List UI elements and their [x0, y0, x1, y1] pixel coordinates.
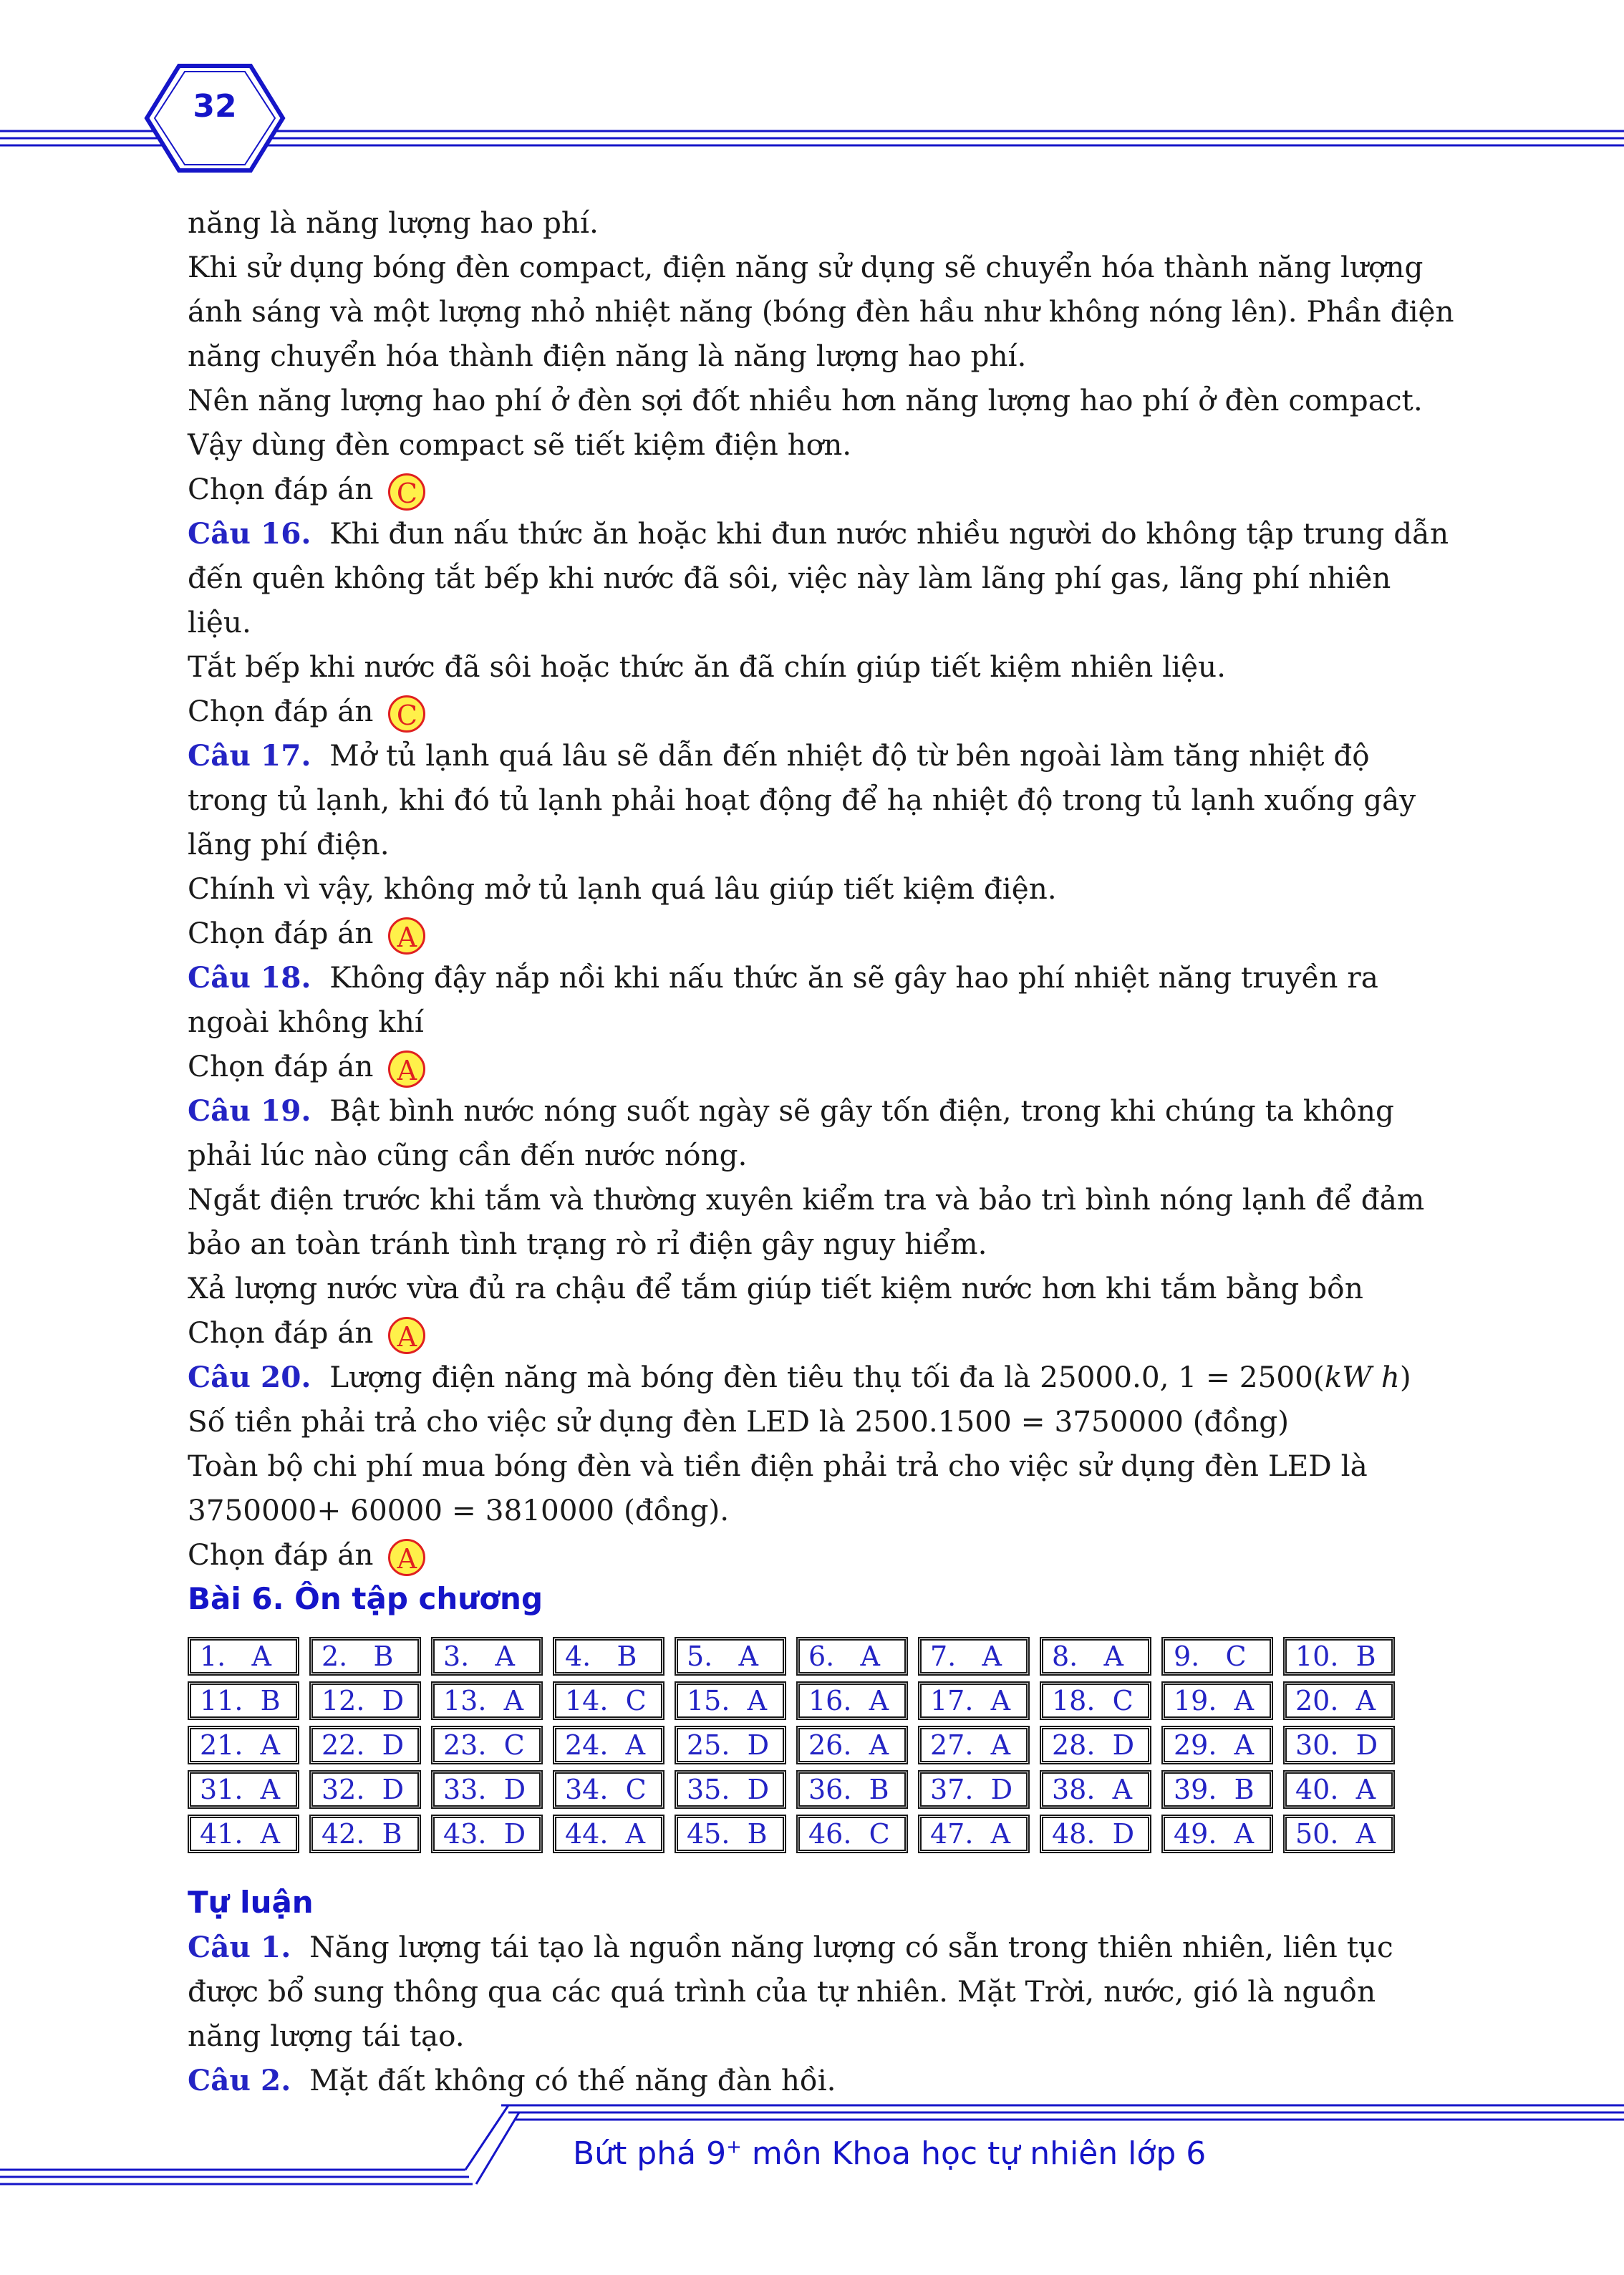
- answer-cell: 5. A: [675, 1637, 786, 1676]
- answer-cell: 48. D: [1040, 1815, 1151, 1853]
- answer-circle: A: [388, 1539, 425, 1576]
- footer-decoration: [0, 2077, 1624, 2275]
- answer-row: [188, 1637, 1455, 1681]
- answer-circle: C: [388, 473, 425, 511]
- answer-line: [188, 1532, 1455, 1577]
- answer-cell: 21. A: [188, 1726, 299, 1764]
- answer-cell: 11. B: [188, 1681, 299, 1720]
- question-text-end: ): [1399, 1360, 1411, 1394]
- answer-cell: 10. B: [1283, 1637, 1395, 1676]
- choose-label: Chọn đáp án: [188, 1537, 374, 1572]
- answer-cell: 31. A: [188, 1770, 299, 1809]
- choose-label: Chọn đáp án: [188, 694, 374, 728]
- answer-row: [188, 1726, 1455, 1770]
- answer-cell: 24. A: [553, 1726, 664, 1764]
- question-20: [188, 1355, 1455, 1399]
- answer-cell: 37. D: [918, 1770, 1030, 1809]
- answer-cell: 27. A: [918, 1726, 1030, 1764]
- answer-cell: 4. B: [553, 1637, 664, 1676]
- answer-cell: 30. D: [1283, 1726, 1395, 1764]
- paragraph: Nên năng lượng hao phí ở đèn sợi đốt nhiều hơn năng lượng hao phí ở đèn compact. Vậy dùng đèn compact sẽ tiết kiệm điện hơn.: [188, 383, 1423, 462]
- question-text: Không đậy nắp nồi khi nấu thức ăn sẽ gây hao phí nhiệt năng truyền ra ngoài không khí: [188, 960, 1378, 1039]
- answer-line: [188, 1044, 1455, 1088]
- answer-line: [188, 911, 1455, 955]
- question-text: Mở tủ lạnh quá lâu sẽ dẫn đến nhiệt độ từ bên ngoài làm tăng nhiệt độ trong tủ lạnh, khi đó tủ lạnh phải hoạt động để hạ nhiệt độ trong tủ lạnh xuống gây lãng phí điện.: [188, 738, 1416, 861]
- question-18: [188, 955, 1455, 1044]
- question-16: [188, 511, 1455, 644]
- question-label: Câu 19.: [188, 1093, 311, 1128]
- answer-cell: 18. C: [1040, 1681, 1151, 1720]
- page-number: 32: [193, 88, 237, 125]
- answer-row: [188, 1681, 1455, 1726]
- answer-cell: 20. A: [1283, 1681, 1395, 1720]
- paragraph: năng là năng lượng hao phí.: [188, 206, 599, 240]
- answer-cell: 15. A: [675, 1681, 786, 1720]
- essay-question-1: [188, 1925, 1455, 2058]
- question-text: Lượng điện năng mà bóng đèn tiêu thụ tối đa là 25000.0, 1 = 2500(: [329, 1360, 1325, 1394]
- answer-cell: 26. A: [796, 1726, 908, 1764]
- question-text: Khi đun nấu thức ăn hoặc khi đun nước nhiều người do không tập trung dẫn đến quên không tắt bếp khi nước đã sôi, việc này làm lãng phí gas, lãng phí nhiên liệu.: [188, 516, 1449, 639]
- question-text: Bật bình nước nóng suốt ngày sẽ gây tốn điện, trong khi chúng ta không phải lúc nào cũng cần đến nước nóng.: [188, 1093, 1394, 1172]
- question-label: Câu 18.: [188, 960, 311, 995]
- answer-line: [188, 689, 1455, 733]
- choose-label: Chọn đáp án: [188, 472, 374, 506]
- answer-cell: 32. D: [309, 1770, 421, 1809]
- answer-circle: A: [388, 1050, 425, 1088]
- paragraph: Khi sử dụng bóng đèn compact, điện năng sử dụng sẽ chuyển hóa thành năng lượng ánh sáng và một lượng nhỏ nhiệt năng (bóng đèn hầu như không nóng lên). Phần điện năng chuyển hóa thành điện năng là năng lượng hao phí.: [188, 250, 1454, 373]
- answer-cell: 25. D: [675, 1726, 786, 1764]
- answer-cell: 12. D: [309, 1681, 421, 1720]
- answer-cell: 47. A: [918, 1815, 1030, 1853]
- paragraph: Xả lượng nước vừa đủ ra chậu để tắm giúp tiết kiệm nước hơn khi tắm bằng bồn: [188, 1271, 1364, 1305]
- answer-cell: 38. A: [1040, 1770, 1151, 1809]
- answer-cell: 50. A: [1283, 1815, 1395, 1853]
- answer-cell: 2. B: [309, 1637, 421, 1676]
- answer-cell: 14. C: [553, 1681, 664, 1720]
- question-label: Câu 1.: [188, 1930, 291, 1964]
- answer-cell: 39. B: [1161, 1770, 1273, 1809]
- answer-cell: 40. A: [1283, 1770, 1395, 1809]
- answer-cell: 46. C: [796, 1815, 908, 1853]
- choose-label: Chọn đáp án: [188, 1315, 374, 1350]
- answer-cell: 7. A: [918, 1637, 1030, 1676]
- answer-cell: 19. A: [1161, 1681, 1273, 1720]
- main-content: [188, 201, 1455, 2102]
- question-text: Năng lượng tái tạo là nguồn năng lượng có sẵn trong thiên nhiên, liên tục được bổ sung thông qua các quá trình của tự nhiên. Mặt Trời, nước, gió là nguồn năng lượng tái tạo.: [188, 1930, 1393, 2053]
- question-label: Câu 17.: [188, 738, 311, 773]
- answer-row: [188, 1815, 1455, 1859]
- answer-cell: 9. C: [1161, 1637, 1273, 1676]
- answer-circle: A: [388, 1317, 425, 1354]
- answer-cell: 42. B: [309, 1815, 421, 1853]
- answer-cell: 45. B: [675, 1815, 786, 1853]
- answer-cell: 34. C: [553, 1770, 664, 1809]
- footer-sup: +: [726, 2136, 742, 2158]
- paragraph: Chính vì vậy, không mở tủ lạnh quá lâu giúp tiết kiệm điện.: [188, 871, 1057, 906]
- answer-cell: 8. A: [1040, 1637, 1151, 1676]
- footer-prefix: Bứt phá 9: [573, 2135, 727, 2172]
- question-label: Câu 20.: [188, 1360, 311, 1394]
- answer-cell: 3. A: [431, 1637, 543, 1676]
- answer-circle: A: [388, 917, 425, 955]
- answer-row: [188, 1770, 1455, 1815]
- answer-cell: 6. A: [796, 1637, 908, 1676]
- paragraph: Tắt bếp khi nước đã sôi hoặc thức ăn đã chín giúp tiết kiệm nhiên liệu.: [188, 649, 1227, 684]
- answer-table: [188, 1637, 1455, 1859]
- answer-line: [188, 467, 1455, 511]
- answer-cell: 17. A: [918, 1681, 1030, 1720]
- answer-cell: 36. B: [796, 1770, 908, 1809]
- answer-cell: 28. D: [1040, 1726, 1151, 1764]
- paragraph: Ngắt điện trước khi tắm và thường xuyên kiểm tra và bảo trì bình nóng lạnh để đảm bảo an toàn tránh tình trạng rò rỉ điện gây nguy hiểm.: [188, 1182, 1425, 1261]
- answer-circle: C: [388, 695, 425, 733]
- answer-line: [188, 1310, 1455, 1355]
- question-label: Câu 16.: [188, 516, 311, 551]
- answer-cell: 1. A: [188, 1637, 299, 1676]
- question-19: [188, 1088, 1455, 1177]
- section-title: Bài 6. Ôn tập chương: [188, 1581, 543, 1616]
- answer-cell: 35. D: [675, 1770, 786, 1809]
- answer-cell: 49. A: [1161, 1815, 1273, 1853]
- answer-cell: 22. D: [309, 1726, 421, 1764]
- answer-cell: 33. D: [431, 1770, 543, 1809]
- choose-label: Chọn đáp án: [188, 1049, 374, 1083]
- answer-cell: 41. A: [188, 1815, 299, 1853]
- paragraph: Số tiền phải trả cho việc sử dụng đèn LED là 2500.1500 = 3750000 (đồng): [188, 1404, 1290, 1439]
- answer-cell: 23. C: [431, 1726, 543, 1764]
- paragraph: Toàn bộ chi phí mua bóng đèn và tiền điện phải trả cho việc sử dụng đèn LED là 3750000+ 60000 = 3810000 (đồng).: [188, 1449, 1368, 1527]
- choose-label: Chọn đáp án: [188, 916, 374, 950]
- question-text: Mặt đất không có thế năng đàn hồi.: [309, 2063, 836, 2097]
- answer-cell: 13. A: [431, 1681, 543, 1720]
- question-17: [188, 733, 1455, 866]
- footer-suffix: môn Khoa học tự nhiên lớp 6: [741, 2135, 1207, 2172]
- footer-title: [573, 2135, 1206, 2172]
- question-label: Câu 2.: [188, 2063, 291, 2097]
- unit-math: kW h: [1324, 1360, 1400, 1394]
- essay-title: Tự luận: [188, 1885, 314, 1920]
- answer-cell: 44. A: [553, 1815, 664, 1853]
- answer-cell: 29. A: [1161, 1726, 1273, 1764]
- answer-cell: 16. A: [796, 1681, 908, 1720]
- answer-cell: 43. D: [431, 1815, 543, 1853]
